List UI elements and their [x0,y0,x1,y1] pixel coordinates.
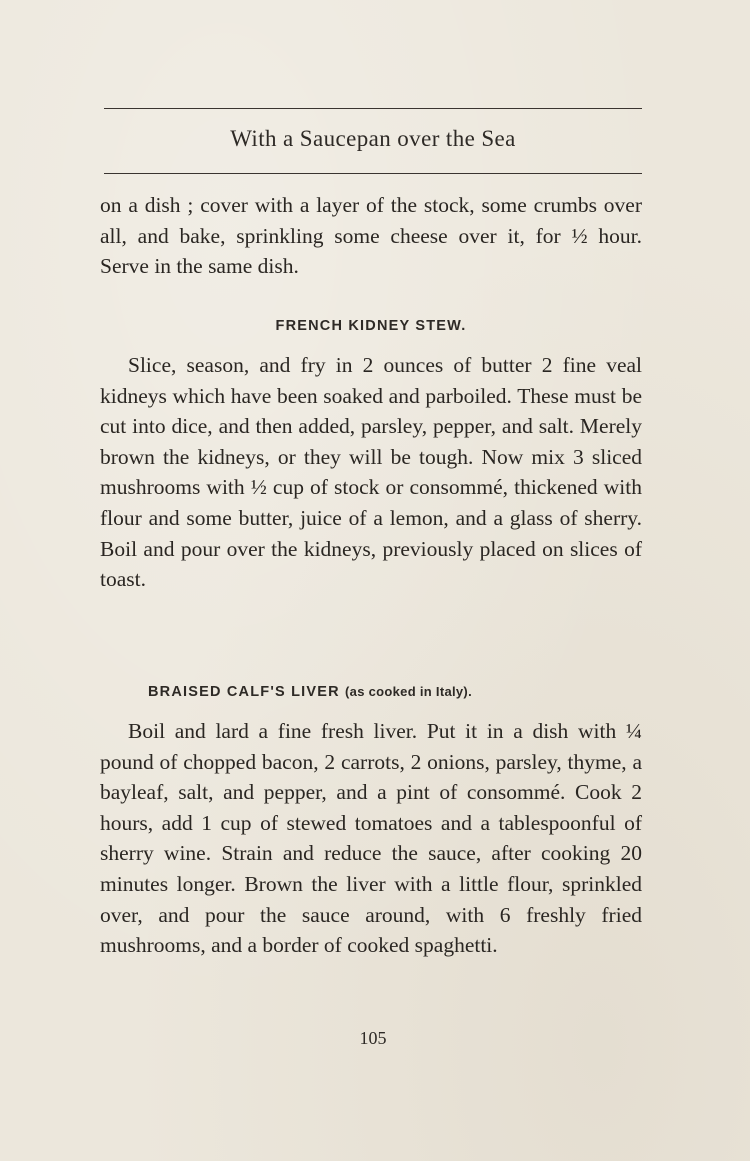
recipe-body-braised-calfs-liver [100,716,642,961]
continued-paragraph [100,190,642,282]
recipe-note-braised-calfs-liver: (as cooked in Italy). [345,684,472,699]
header-bottom-rule [104,173,642,174]
recipe-body-french-kidney-stew [100,350,642,595]
header-top-rule [104,108,642,109]
recipe-heading-french-kidney-stew: FRENCH KIDNEY STEW. [275,318,467,334]
continued-paragraph-text: on a dish ; cover with a layer of the stock, some crumbs over all, and bake, sprinkling some cheese over it, for ½ hour. Serve in the same dish. [100,193,642,279]
recipe-title-braised-calfs-liver: BRAISED CALF'S LIVER [148,684,340,700]
page-number: 105 [359,1028,387,1048]
recipe-text-french-kidney-stew: Slice, season, and fry in 2 ounces of butter 2 fine veal kidneys which have been soaked and parboiled. These must be cut into dice, and then added, parsley, pepper, and salt. Merely brown the kidneys, or they will be tough. Now mix 3 sliced mushrooms with ½ cup of stock or consommé, thickened with flour and some butter, juice of a lemon, and a glass of sherry. Boil and pour over the kidneys, previously placed on slices of toast. [100,353,642,592]
recipe-text-braised-calfs-liver: Boil and lard a fine fresh liver. Put it in a dish with ¼ pound of chopped bacon, 2 carrots, 2 onions, parsley, thyme, a bayleaf, salt, and pepper, and a pint of consommé. Cook 2 hours, add 1 cup of stewed tomatoes and a tablespoonful of sherry wine. Strain and reduce the sauce, after cooking 20 minutes longer. Brown the liver with a little flour, sprinkled over, and pour the sauce around, with 6 freshly fried mushrooms, and a border of cooked spaghetti. [100,719,642,958]
recipe-heading-braised-calfs-liver [148,684,642,700]
running-head: With a Saucepan over the Sea [230,126,516,151]
